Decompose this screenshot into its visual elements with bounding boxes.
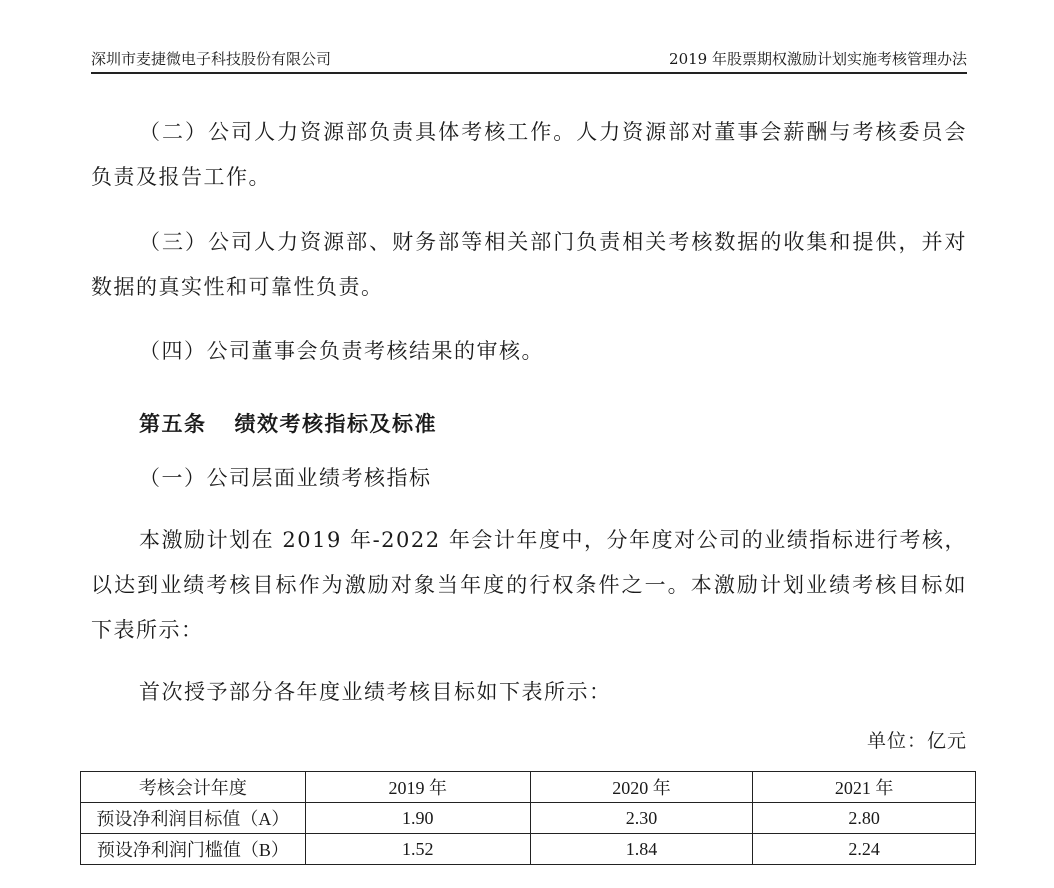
table-cell: 2.30 <box>530 803 753 834</box>
table-header-row <box>81 772 976 803</box>
table-cell: 预设净利润门槛值（B） <box>81 834 306 865</box>
table-row <box>81 803 976 834</box>
table-cell: 1.84 <box>530 834 753 865</box>
paragraph-body: 本激励计划在 2019 年-2022 年会计年度中，分年度对公司的业绩指标进行考核，以达到业绩考核目标作为激励对象当年度的行权条件之一。本激励计划业绩考核目标如下表所示： <box>91 528 967 642</box>
page-header <box>91 46 967 74</box>
table-header-cell: 考核会计年度 <box>81 772 306 803</box>
table-row <box>81 834 976 865</box>
article-number: 第五条 <box>139 412 207 436</box>
header-document-title: 2019 年股票期权激励计划实施考核管理办法 <box>669 50 967 68</box>
paragraph-item-2: （二）公司人力资源部负责具体考核工作。人力资源部对董事会薪酬与考核委员会负责及报告工作。 <box>91 120 967 189</box>
table-header-cell: 2021 年 <box>753 772 976 803</box>
performance-target-table <box>80 771 976 865</box>
paragraph-item-3: （三）公司人力资源部、财务部等相关部门负责相关考核数据的收集和提供，并对数据的真实性和可靠性负责。 <box>91 230 967 299</box>
table-cell: 1.52 <box>305 834 530 865</box>
article-title: 绩效考核指标及标准 <box>234 412 437 436</box>
paragraph-first-grant: 首次授予部分各年度业绩考核目标如下表所示： <box>139 680 612 704</box>
header-company-name: 深圳市麦捷微电子科技股份有限公司 <box>91 50 332 68</box>
table-header-cell: 2020 年 <box>530 772 753 803</box>
article-heading <box>91 402 967 447</box>
section-heading-company-level: （一）公司层面业绩考核指标 <box>139 466 432 490</box>
table-header-cell: 2019 年 <box>305 772 530 803</box>
table-cell: 2.24 <box>753 834 976 865</box>
table-cell: 预设净利润目标值（A） <box>81 803 306 834</box>
table-cell: 1.90 <box>305 803 530 834</box>
unit-label: 单位：亿元 <box>866 730 967 752</box>
table-cell: 2.80 <box>753 803 976 834</box>
paragraph-item-4: （四）公司董事会负责考核结果的审核。 <box>139 339 544 363</box>
